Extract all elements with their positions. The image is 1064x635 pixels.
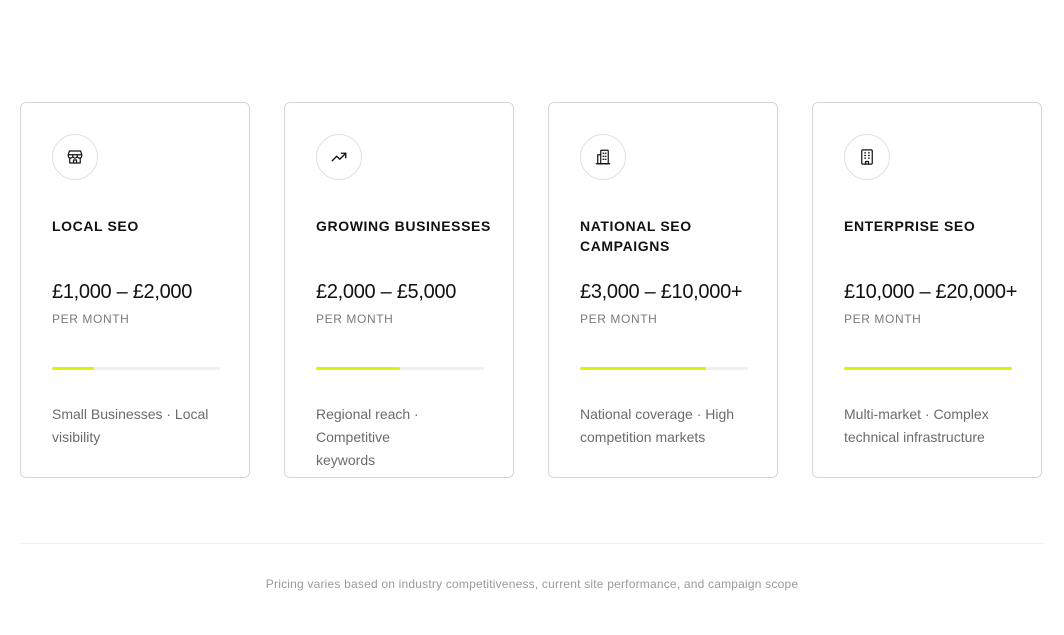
card-period: PER MONTH <box>316 312 394 326</box>
buildings-icon <box>580 134 626 180</box>
card-description: Regional reach · Competitive keywords <box>316 406 419 468</box>
progress-fill <box>844 367 1012 370</box>
office-building-icon <box>844 134 890 180</box>
trending-up-icon <box>316 134 362 180</box>
pricing-card-enterprise-seo <box>812 102 1042 478</box>
progress-bar <box>580 367 748 370</box>
card-description: Small Businesses · Local visibility <box>52 406 209 445</box>
pricing-cards <box>20 102 1044 480</box>
card-price: £10,000 – £20,000+ <box>844 281 1018 303</box>
card-period: PER MONTH <box>844 312 922 326</box>
progress-bar <box>316 367 484 370</box>
progress-fill <box>316 367 400 370</box>
card-title: NATIONAL SEO CAMPAIGNS <box>580 218 692 254</box>
card-description: Multi-market · Complex technical infrastructure <box>844 406 989 445</box>
progress-fill <box>580 367 706 370</box>
store-icon <box>52 134 98 180</box>
pricing-card-local-seo <box>20 102 250 478</box>
card-period: PER MONTH <box>52 312 130 326</box>
card-description: National coverage · High competition markets <box>580 406 735 445</box>
progress-bar <box>52 367 220 370</box>
pricing-footnote: Pricing varies based on industry competitiveness, current site performance, and campaign scope <box>265 577 799 591</box>
progress-bar <box>844 367 1012 370</box>
card-price: £1,000 – £2,000 <box>52 281 193 303</box>
pricing-card-national-seo <box>548 102 778 478</box>
card-title: GROWING BUSINESSES <box>316 218 491 234</box>
card-price: £2,000 – £5,000 <box>316 281 457 303</box>
card-title: ENTERPRISE SEO <box>844 218 976 234</box>
card-period: PER MONTH <box>580 312 658 326</box>
divider <box>20 543 1044 544</box>
progress-fill <box>52 367 94 370</box>
pricing-card-growing-businesses <box>284 102 514 478</box>
card-title: LOCAL SEO <box>52 218 139 234</box>
card-price: £3,000 – £10,000+ <box>580 281 743 303</box>
